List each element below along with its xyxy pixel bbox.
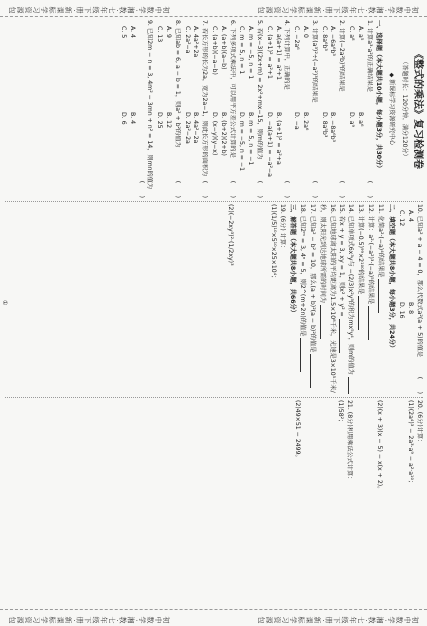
question-11: 11. 化简a²·(−a)⁴的结果是 bbox=[375, 204, 385, 394]
question-12: 12. 计算：a²·(−a²)³·(−a)⁵的结果是 bbox=[365, 204, 375, 394]
paper-time: （答题时长：120分钟，满分120分） bbox=[401, 58, 408, 160]
option: A. 4 bbox=[407, 210, 415, 222]
option: B. 8 bbox=[407, 302, 415, 315]
option: D. 2a²−2a bbox=[183, 112, 191, 144]
option: B. (a+1)² = a²+a bbox=[274, 112, 282, 165]
question-7: 7. 若长方形的长为2a，宽为2a−1，则此长方形的面积为 ( ) bbox=[201, 20, 209, 198]
options-5 bbox=[237, 26, 255, 198]
option: B. −8a⁶b³ bbox=[329, 112, 337, 142]
option: C. 13 bbox=[156, 26, 164, 43]
margin-label: 初中数学·湘教·七年级下册·新课标学习资源包 bbox=[257, 6, 419, 14]
option: B. m = 5, n = −1 bbox=[247, 112, 255, 166]
option: A. 4a²+2a bbox=[192, 26, 200, 58]
option: C. 2a²−a bbox=[183, 26, 191, 54]
option: A. 9 bbox=[165, 26, 173, 38]
option: D. −a bbox=[293, 112, 301, 130]
question-19: 19. (6分) 计算： bbox=[278, 204, 286, 252]
column-3 bbox=[5, 400, 423, 606]
question-19-part-2: (2)(−2xy³)²·(1/2xy)³ bbox=[227, 204, 235, 266]
margin-label: 初中数学·湘教·七年级下册·新课标学习资源包 bbox=[8, 616, 170, 624]
option: A. m = −5, n = 1 bbox=[247, 26, 255, 80]
options-3 bbox=[291, 26, 309, 198]
binding-margin-right bbox=[0, 609, 427, 626]
option: A. a⁵ bbox=[356, 26, 364, 41]
option: A. −6a⁶b³ bbox=[329, 26, 337, 56]
answer-blank[interactable] bbox=[378, 279, 385, 313]
option: D. (x−y)(y−x) bbox=[211, 112, 219, 156]
options-8 bbox=[154, 26, 172, 198]
question-6: 6. 下列多项式乘法中，可以用平方差公式计算的是 ( ) bbox=[228, 20, 236, 198]
option: B. a⁶ bbox=[356, 112, 364, 127]
option: C. 8a⁶b³ bbox=[320, 26, 328, 51]
option: B. 2a⁶ bbox=[302, 112, 310, 131]
options-2 bbox=[319, 26, 337, 198]
question-1: 1. 计算a³·a²的正确结果是 ( ) bbox=[365, 20, 373, 198]
answer-space[interactable] bbox=[191, 204, 225, 394]
option: A. 4 bbox=[128, 26, 136, 38]
answer-blank[interactable] bbox=[300, 338, 307, 372]
option: D. a⁹ bbox=[348, 112, 356, 127]
question-9: 9. 已知2m − n = 3, 4m² − 3mn + n² = 14，则mn的值为 ( ) bbox=[137, 20, 154, 198]
question-16: 16. 已知地球离太阳的平均距离为1.5×10⁸千米，光速是3×10⁵千米/秒，则太阳光到达地球所需的时间为 bbox=[319, 204, 336, 393]
question-4: 4. 下列计算中，正确的是 ( ) bbox=[283, 20, 291, 198]
question-20-part-2: (2)(x + 3)(x − 5) − x(x + 2)。 bbox=[376, 400, 384, 493]
answer-blank[interactable] bbox=[339, 319, 346, 353]
option: C. a⁸ bbox=[348, 26, 356, 41]
question-5: 5. 若(x−3)(2x+m) = 2x²+mx−15，则m的值为 ( ) bbox=[256, 20, 264, 198]
column-1 bbox=[5, 20, 423, 198]
question-13: 13. 计算(−0.5)⁹⁹×2¹⁰⁰的结果是 bbox=[355, 204, 365, 394]
answer-blank[interactable] bbox=[368, 306, 375, 340]
option: D. −a(a+1) = −a²−a bbox=[265, 112, 273, 177]
section-heading: 三、解答题（本大题共8小题，共66分） bbox=[288, 204, 296, 316]
options-9 bbox=[118, 26, 136, 198]
answer-space[interactable] bbox=[258, 400, 292, 606]
option: D. 16 bbox=[398, 302, 406, 319]
option: B. 12 bbox=[165, 112, 173, 129]
question-20: 20. (6分)计算： bbox=[416, 400, 423, 446]
option: B. 4 bbox=[128, 112, 136, 125]
option: C. 5 bbox=[120, 26, 128, 39]
column-divider bbox=[5, 397, 423, 398]
options-10 bbox=[397, 210, 415, 394]
option: C. (a+b)(−a−b) bbox=[211, 26, 219, 75]
question-21: 21. (8分)利用乘法公式计算： bbox=[345, 400, 353, 483]
answer-space[interactable] bbox=[383, 400, 405, 606]
question-10: 10. 已知a² + a − 4 = 0，那么代数式a²(a + 5)的值是 ( ) bbox=[416, 204, 423, 394]
margin-label: 初中数学·湘教·七年级下册·新课标学习资源包 bbox=[8, 6, 170, 14]
answer-space[interactable] bbox=[301, 400, 335, 606]
answer-blank[interactable] bbox=[320, 305, 327, 339]
answer-space[interactable] bbox=[353, 400, 375, 606]
option: D. 25 bbox=[156, 112, 164, 129]
answer-blank[interactable] bbox=[310, 354, 317, 388]
question-17: 17. 已知a² − b² = 10，那么(a + b)²(a − b)²的值是 bbox=[307, 204, 317, 394]
option: D. 8a⁵b³ bbox=[320, 112, 328, 138]
question-21-part-1: (1)58²； bbox=[336, 400, 344, 426]
option: A. a(a+1) = a²+1 bbox=[274, 26, 282, 81]
question-15: 15. 若x + y = 3, xy = 1，则x² + y² = bbox=[336, 204, 346, 394]
option: C. m = 5, n = 1 bbox=[238, 26, 246, 75]
answer-space[interactable] bbox=[234, 204, 268, 394]
answer-blank[interactable] bbox=[358, 296, 365, 330]
paper-title: 《整式的乘法》复习检测卷 bbox=[412, 49, 423, 169]
option: C. −2a⁶ bbox=[293, 26, 301, 50]
question-8: 8. 已知ab = 6, a − b = 1，则a² + b²的值为 ( ) bbox=[173, 20, 181, 198]
option: C. (a+1)² = a²+1 bbox=[265, 26, 273, 79]
question-18: 18. 已知2ᵐ = 3, 4ⁿ = 5，则2^(m+2n)的值是 bbox=[298, 204, 308, 394]
options-1 bbox=[346, 26, 364, 198]
option: D. 6 bbox=[120, 112, 128, 125]
option: A. (a+b)(a−b) bbox=[219, 26, 227, 70]
question-2: 2. 计算(−2a²b)³的结果是 ( ) bbox=[338, 20, 346, 198]
option: B. 4a²−2a bbox=[192, 112, 200, 144]
question-21-part-2: (2)49×51 − 2499。 bbox=[294, 400, 302, 461]
options-4 bbox=[264, 26, 282, 198]
page-number: ① bbox=[1, 300, 8, 306]
margin-label: 初中数学·湘教·七年级下册·新课标学习资源包 bbox=[257, 616, 419, 624]
option: B. (b+2)(2+b) bbox=[219, 112, 227, 156]
option: C. 12 bbox=[398, 210, 406, 227]
binding-margin-left bbox=[0, 0, 427, 17]
options-7 bbox=[182, 26, 200, 198]
content-columns bbox=[5, 20, 423, 606]
option: A. 0 bbox=[302, 26, 310, 38]
section-heading: 一、选择题（本大题共10小题，每小题3分，共30分） bbox=[375, 20, 383, 172]
section-heading: 二、填空题（本大题共8小题，每小题3分，共24分） bbox=[387, 204, 395, 352]
question-14: 14. 已知单项式6x³y与 −(2/3)x²y³的积为mx⁵y⁴，则m的值为 bbox=[346, 204, 356, 394]
answer-blank[interactable] bbox=[348, 377, 355, 394]
column-2 bbox=[5, 204, 423, 394]
column-divider bbox=[5, 201, 423, 202]
question-20-part-1: (1)(2a⁴)³ − 2a³·a⁹ − a²·a¹⁰； bbox=[407, 400, 415, 487]
paper-meta: ◆ 新课标学习资源研究中心 bbox=[388, 72, 396, 146]
question-3: 3. 计算(a³)²÷(−a²)³的结果是 ( ) bbox=[310, 20, 318, 198]
option: D. m = −5, n = −1 bbox=[238, 112, 246, 172]
options-6 bbox=[209, 26, 227, 198]
question-19-part-1: (1)(1/5)¹⁰×5¹⁰×25×10⁴； bbox=[270, 204, 278, 282]
